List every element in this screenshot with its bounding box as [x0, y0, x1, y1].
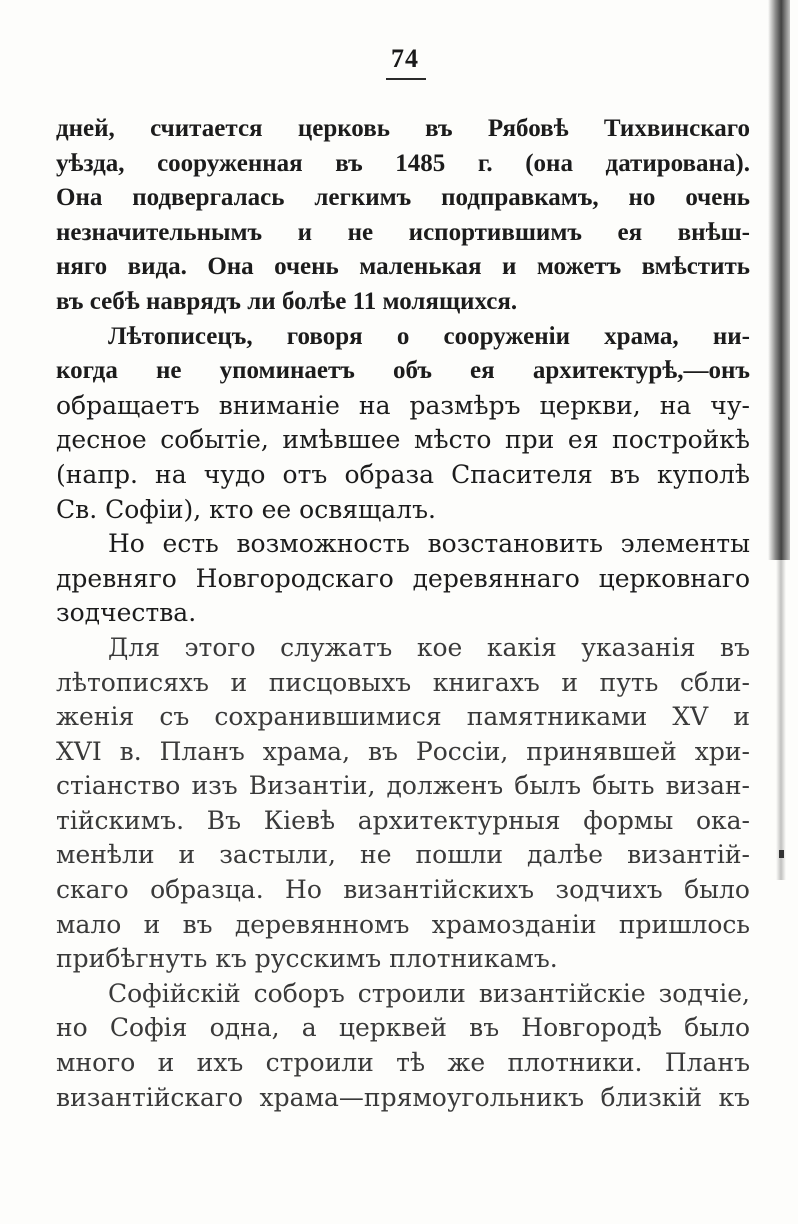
text-line: Св. Софіи), кто ее освящалъ. [56, 494, 436, 524]
text-line: незначительнымъ и не испортившимъ ея внѣш- [56, 218, 750, 246]
text-line: (напр. на чудо отъ образа Спасителя въ куполѣ [56, 459, 750, 489]
text-line: Лѣтописецъ, говоря о сооруженіи храма, ни- [108, 322, 750, 350]
text-line: няго вида. Она очень маленькая и можетъ вмѣстить [56, 253, 750, 281]
ink-speck [779, 850, 784, 858]
text-line: Для этого служатъ кое какія указанія въ [108, 632, 750, 662]
paragraph-4 [56, 631, 750, 977]
text-line: скаго образца. Но византійскихъ зодчихъ было [56, 875, 750, 905]
text-line: лѣтописяхъ и писцовыхъ книгахъ и путь сбли- [56, 667, 750, 697]
text-line: уѣзда, сооруженная въ 1485 г. (она датирована). [56, 149, 750, 177]
text-line: прибѣгнуть къ русскимъ плотникамъ. [56, 944, 558, 974]
text-line: много и ихъ строили тѣ же плотники. Планъ [56, 1048, 750, 1078]
text-line: но Софія одна, а церквей въ Новгородѣ было [56, 1013, 750, 1043]
paragraph-2 [56, 320, 750, 528]
text-line: женія съ сохранившимися памятниками XV и [56, 702, 750, 732]
text-line: тійскимъ. Въ Кіевѣ архитектурныя формы ока- [56, 805, 750, 835]
text-line: зодчества. [56, 598, 197, 628]
binding-shadow-lower [776, 560, 786, 880]
paragraph-1 [56, 112, 750, 320]
text-line: древняго Новгородскаго деревяннаго церковнаго [56, 563, 750, 593]
binding-shadow [768, 0, 790, 560]
text-line: Она подвергалась легкимъ подправкамъ, но очень [56, 184, 750, 212]
text-line: обращаетъ вниманіе на размѣръ церкви, на чу- [56, 390, 750, 420]
text-line: когда не упоминаетъ объ ея архитектурѣ,—онъ [56, 357, 750, 385]
body-text [56, 112, 750, 1115]
text-line: стіанство изъ Византіи, долженъ былъ быть визан- [56, 771, 750, 801]
text-line: десное событіе, имѣвшее мѣсто при ея постройкѣ [56, 425, 750, 455]
text-line: XVI в. Планъ храма, въ Россіи, принявшей хри- [56, 736, 750, 766]
text-line: въ себѣ наврядъ ли болѣе 11 молящихся. [56, 287, 518, 315]
paragraph-5 [56, 977, 750, 1115]
text-line: византійскаго храма—прямоугольникъ близкій къ [56, 1082, 750, 1112]
text-line: Софійскій соборъ строили византійскіе зодчіе, [108, 978, 750, 1008]
text-line: менѣли и застыли, не пошли далѣе византій- [56, 840, 750, 870]
text-line: мало и въ деревянномъ храмозданіи пришлось [56, 909, 750, 939]
page-gutter-shadow [758, 0, 798, 1224]
page-number-underline [386, 78, 426, 80]
page-number: 74 [391, 44, 419, 73]
paragraph-3 [56, 527, 750, 631]
text-line: Но есть возможность возстановить элементы [108, 529, 750, 559]
text-line: дней, считается церковь въ Рябовѣ Тихвинскаго [56, 115, 750, 142]
